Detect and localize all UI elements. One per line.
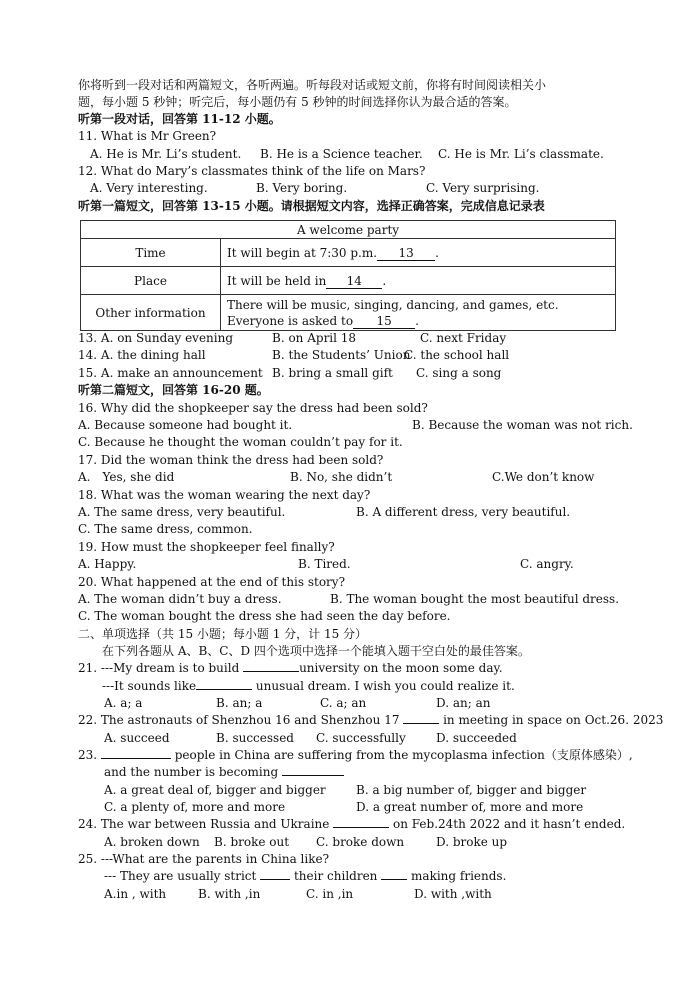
q16-option-b: B. Because the woman was not rich.	[412, 418, 633, 432]
q14-option-c: C. the school hall	[404, 348, 510, 362]
time-label: Time	[81, 239, 221, 267]
q24-blank	[333, 827, 389, 828]
q23-blank-2	[282, 775, 344, 776]
q24-stem: 24. The war between Russia and Ukraine on Feb.24th 2022 and it hasn’t ended.	[78, 817, 626, 831]
table-row-time	[81, 239, 616, 267]
q13-option-b: B. on April 18	[272, 331, 357, 345]
q23-option-c: C. a plenty of, more and more	[104, 800, 286, 814]
section-c-heading: 听第二篇短文，回答第 16-20 题。	[78, 383, 269, 397]
q12-option-a: A. Very interesting.	[90, 181, 208, 195]
q22-option-c: C. successfully	[316, 731, 406, 745]
intro-line-1: 你将听到一段对话和两篇短文，各听两遍。听每段对话或短文前，你将有时间阅读相关小	[78, 78, 547, 92]
q21-line-1: 21. ---My dream is to build university on the moon some day.	[78, 661, 503, 675]
q25-blank-1	[260, 879, 290, 880]
q19-option-b: B. Tired.	[298, 557, 351, 571]
q14-option-a: 14. A. the dining hall	[78, 348, 206, 362]
q23-option-d: D. a great number of, more and more	[356, 800, 584, 814]
q12-option-c: C. Very surprising.	[426, 181, 540, 195]
table-title: A welcome party	[81, 221, 616, 239]
q25-option-a: A.in , with	[104, 887, 167, 901]
q22-option-d: D. succeeded	[436, 731, 517, 745]
q19-stem: 19. How must the shopkeeper feel finally?	[78, 540, 335, 554]
place-value: It will be held in 14 .	[221, 267, 616, 295]
info-record-table	[80, 220, 616, 331]
q22-option-b: B. successed	[216, 731, 294, 745]
q25-option-b: B. with ,in	[198, 887, 261, 901]
q14-option-b: B. the Students’ Union	[272, 348, 411, 362]
q18-option-a: A. The same dress, very beautiful.	[78, 505, 286, 519]
q19-option-a: A. Happy.	[78, 557, 137, 571]
q16-option-a: A. Because someone had bought it.	[78, 418, 293, 432]
table-row-place	[81, 267, 616, 295]
blank-15: 15	[353, 314, 415, 329]
q17-option-c: C.We don’t know	[492, 470, 595, 484]
q18-stem: 18. What was the woman wearing the next day?	[78, 488, 371, 502]
q13-option-a: 13. A. on Sunday evening	[78, 331, 234, 345]
blank-13: 13	[377, 246, 435, 261]
q21-blank-1	[243, 671, 299, 672]
q22-stem: 22. The astronauts of Shenzhou 16 and Shenzhou 17 in meeting in space on Oct.26. 2023	[78, 713, 664, 727]
q23-blank-1	[101, 758, 171, 759]
q23-option-a: A. a great deal of, bigger and bigger	[104, 783, 326, 797]
q11-option-a: A. He is Mr. Li’s student.	[90, 147, 242, 161]
q11-stem: 11. What is Mr Green?	[78, 129, 217, 143]
q24-option-c: C. broke down	[316, 835, 405, 849]
q21-blank-2	[196, 689, 252, 690]
q25-blank-2	[381, 879, 407, 880]
q20-stem: 20. What happened at the end of this story?	[78, 575, 346, 589]
q17-option-b: B. No, she didn’t	[290, 470, 393, 484]
q17-option-a: A. Yes, she did	[78, 470, 175, 484]
q18-option-c: C. The same dress, common.	[78, 522, 253, 536]
q15-option-c: C. sing a song	[416, 366, 502, 380]
q24-option-d: D. broke up	[436, 835, 508, 849]
q16-option-c: C. Because he thought the woman couldn’t pay for it.	[78, 435, 403, 449]
part2-instruction: 在下列各题从 A、B、C、D 四个选项中选择一个能填入题干空白处的最佳答案。	[102, 644, 530, 658]
q12-stem: 12. What do Mary’s classmates think of the life on Mars?	[78, 164, 426, 178]
other-info-label: Other information	[81, 295, 221, 331]
q20-option-c: C. The woman bought the dress she had seen the day before.	[78, 609, 451, 623]
q21-option-a: A. a; a	[104, 696, 143, 710]
q25-option-d: D. with ,with	[414, 887, 492, 901]
q21-line-2: ---It sounds like unusual dream. I wish you could realize it.	[102, 679, 515, 693]
q15-option-a: 15. A. make an announcement	[78, 366, 263, 380]
q24-option-b: B. broke out	[214, 835, 290, 849]
q19-option-c: C. angry.	[520, 557, 574, 571]
intro-line-2: 题，每小题 5 秒钟；听完后，每小题仍有 5 秒钟的时间选择你认为最合适的答案。	[78, 95, 517, 109]
place-label: Place	[81, 267, 221, 295]
table-row-other	[81, 295, 616, 331]
q21-option-d: D. an; an	[436, 696, 491, 710]
q25-option-c: C. in ,in	[306, 887, 354, 901]
q23-stem: 23. people in China are suffering from the mycoplasma infection（支原体感染）,	[78, 748, 633, 762]
q20-option-b: B. The woman bought the most beautiful dress.	[330, 592, 620, 606]
q13-option-c: C. next Friday	[420, 331, 507, 345]
q12-option-b: B. Very boring.	[256, 181, 348, 195]
q15-option-b: B. bring a small gift	[272, 366, 393, 380]
q23-line-2: and the number is becoming	[104, 764, 344, 780]
section-a-heading: 听第一段对话，回答第 11-12 小题。	[78, 112, 281, 126]
blank-14: 14	[326, 274, 382, 289]
q25-line-2: --- They are usually strict their children making friends.	[104, 869, 507, 883]
section-b-heading: 听第一篇短文，回答第 13-15 小题。请根据短文内容，选择正确答案，完成信息记录表	[78, 199, 545, 213]
time-value: It will begin at 7:30 p.m. 13 .	[221, 239, 616, 267]
q24-option-a: A. broken down	[104, 835, 200, 849]
q22-option-a: A. succeed	[104, 731, 170, 745]
q22-blank	[403, 723, 439, 724]
q11-option-c: C. He is Mr. Li’s classmate.	[438, 147, 604, 161]
q18-option-b: B. A different dress, very beautiful.	[356, 505, 571, 519]
q23-option-b: B. a big number of, bigger and bigger	[356, 783, 587, 797]
q11-option-b: B. He is a Science teacher.	[260, 147, 423, 161]
q21-option-c: C. a; an	[320, 696, 367, 710]
q16-stem: 16. Why did the shopkeeper say the dress had been sold?	[78, 401, 428, 415]
q17-stem: 17. Did the woman think the dress had been sold?	[78, 453, 384, 467]
part2-heading: 二、单项选择（共 15 小题；每小题 1 分，计 15 分）	[78, 627, 368, 641]
other-info-value: There will be music, singing, dancing, and games, etc. Everyone is asked to 15 .	[221, 295, 616, 331]
q21-option-b: B. an; a	[216, 696, 263, 710]
q25-stem: 25. ---What are the parents in China like?	[78, 852, 330, 866]
q20-option-a: A. The woman didn’t buy a dress.	[78, 592, 282, 606]
